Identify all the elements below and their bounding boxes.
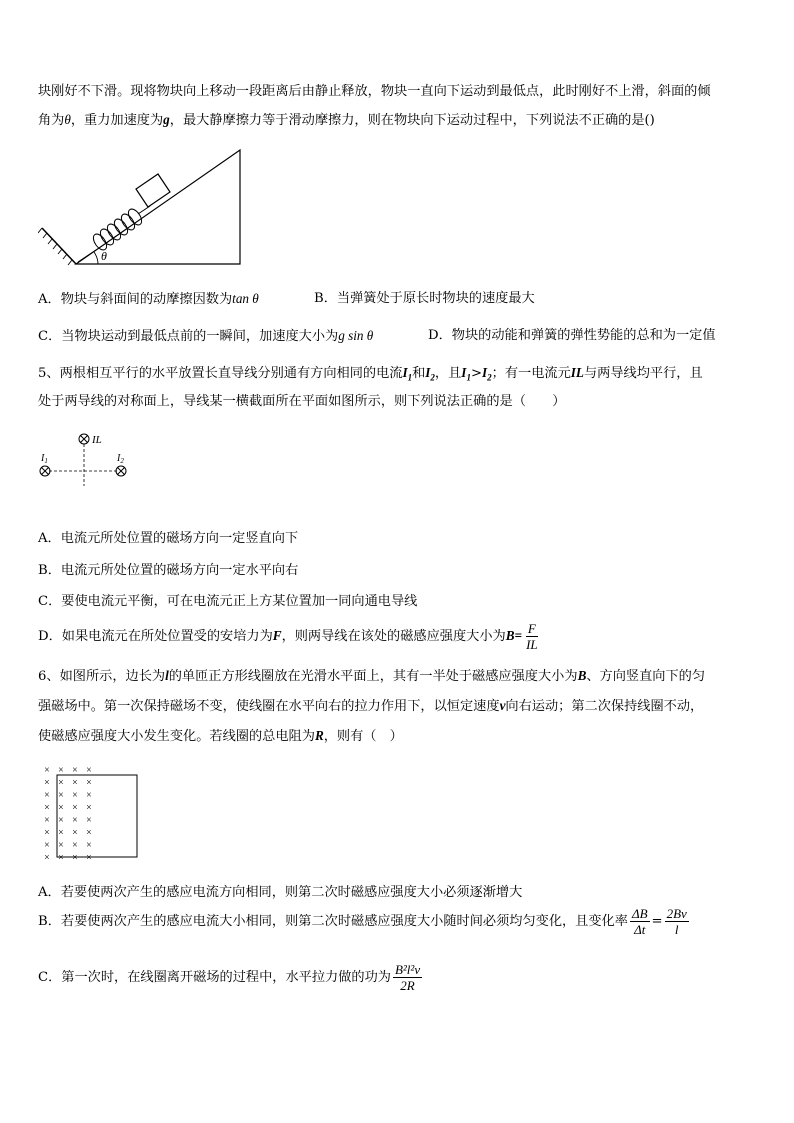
magnetic-field-coil-figure	[40, 760, 140, 866]
field-cross-mark: ×	[58, 840, 64, 851]
parallel-wires-figure	[36, 428, 146, 488]
q4-option-d: D．物块的动能和弹簧的弹性势能的总和为一定值	[428, 328, 716, 343]
field-cross-mark: ×	[86, 827, 92, 839]
q6-text-line2: 强磁场中。第一次保持磁场不变，使线圈在水平向右的拉力作用下，以恒定速度v向右运动；第二次保持线圈不动，	[38, 698, 704, 714]
q5-text-line1: 5、两根相互平行的水平放置长直导线分别通有方向相同的电流$I_1$和$I_2$，且$I_1>I_2$；有一电流元IL与两导线均平行，且	[38, 365, 703, 383]
field-cross-mark: ×	[86, 790, 92, 801]
incline-spring-figure	[38, 144, 248, 268]
field-cross-mark: ×	[72, 815, 78, 826]
field-cross-mark: ×	[58, 827, 64, 839]
field-cross-mark: ×	[44, 777, 50, 789]
field-cross-mark: ×	[86, 802, 92, 814]
field-cross-mark: ×	[86, 777, 92, 789]
field-cross-mark: ×	[58, 765, 64, 776]
q5-fraction: $\frac{F}{IL}$	[526, 621, 538, 652]
field-cross-mark: ×	[72, 852, 78, 864]
q5-option-c: C．要使电流元平衡，可在电流元正上方某位置加一同向通电导线	[38, 594, 418, 609]
q5-option-d: D．如果电流元在所处位置受的安培力为F，则两导线在该处的磁感应强度大小为B= $\frac{F}{IL}$	[38, 621, 538, 652]
q4-option-c: C．当物块运动到最低点前的一瞬间，加速度大小为g sin θ	[38, 328, 374, 344]
q4-text-line1: 块刚好不下滑。现将物块向上移动一段距离后由静止释放，物块一直向下运动到最低点，此时刚好不上滑，斜面的倾	[38, 84, 711, 99]
q4-option-b: B．当弹簧处于原长时物块的速度最大	[314, 291, 535, 306]
field-cross-mark: ×	[44, 827, 50, 839]
q4-text-line2: 角为θ，重力加速度为g，最大静摩擦力等于滑动摩擦力，则在物块向下运动过程中，下列说法不正确的是()	[38, 112, 655, 128]
il-label: IL	[92, 434, 102, 446]
field-cross-mark: ×	[44, 765, 50, 776]
field-cross-mark: ×	[86, 852, 92, 864]
field-cross-mark: ×	[58, 790, 64, 801]
field-cross-mark: ×	[44, 852, 50, 864]
field-cross-mark: ×	[58, 852, 64, 864]
field-cross-mark: ×	[72, 790, 78, 801]
field-cross-mark: ×	[72, 777, 78, 789]
field-cross-mark: ×	[72, 827, 78, 839]
field-cross-mark: ×	[58, 777, 64, 789]
field-cross-mark: ×	[44, 815, 50, 826]
field-cross-mark: ×	[86, 765, 92, 776]
field-cross-mark: ×	[58, 802, 64, 814]
q6-option-a: A．若要使两次产生的感应电流方向相同，则第二次时磁感应强度大小必须逐渐增大	[38, 885, 523, 900]
i1-label: $I_1$	[41, 453, 48, 465]
field-cross-mark: ×	[86, 840, 92, 851]
q6-text-line1: 6、如图所示，边长为l的单匝正方形线圈放在光滑水平面上，其有一半处于磁感应强度大小为B、方向竖直向下的匀	[38, 668, 706, 684]
q5-option-b: B．电流元所处位置的磁场方向一定水平向右	[38, 563, 299, 578]
angle-theta-label: θ	[101, 249, 107, 263]
field-cross-mark: ×	[86, 815, 92, 826]
field-cross-mark: ×	[72, 765, 78, 776]
q6-text-line3: 使磁感应强度大小发生变化。若线圈的总电阻为R，则有（ ）	[38, 728, 403, 744]
q4-option-a: A．物块与斜面间的动摩擦因数为tan θ	[38, 291, 259, 307]
q6-option-b: B．若要使两次产生的感应电流大小相同，则第二次时磁感应强度大小随时间必须均匀变化，且变化率 $\frac{\Delta B}{\Delta t}$ = $\frac{2Bv}{l}$	[38, 906, 687, 937]
i2-label: $I_2$	[117, 453, 124, 465]
field-cross-mark: ×	[44, 790, 50, 801]
q5-option-a: A．电流元所处位置的磁场方向一定竖直向下	[38, 531, 299, 546]
q5-text-line2: 处于两导线的对称面上，导线某一横截面所在平面如图所示，则下列说法正确的是（ ）	[38, 394, 566, 409]
field-cross-mark: ×	[44, 840, 50, 851]
q6-option-c: C．第一次时，在线圈离开磁场的过程中，水平拉力做的功为 $\frac{\text{B²l²v}}{2R}$	[38, 962, 421, 993]
field-cross-mark: ×	[72, 840, 78, 851]
field-cross-mark: ×	[72, 802, 78, 814]
field-cross-mark: ×	[44, 802, 50, 814]
field-cross-mark: ×	[58, 815, 64, 826]
